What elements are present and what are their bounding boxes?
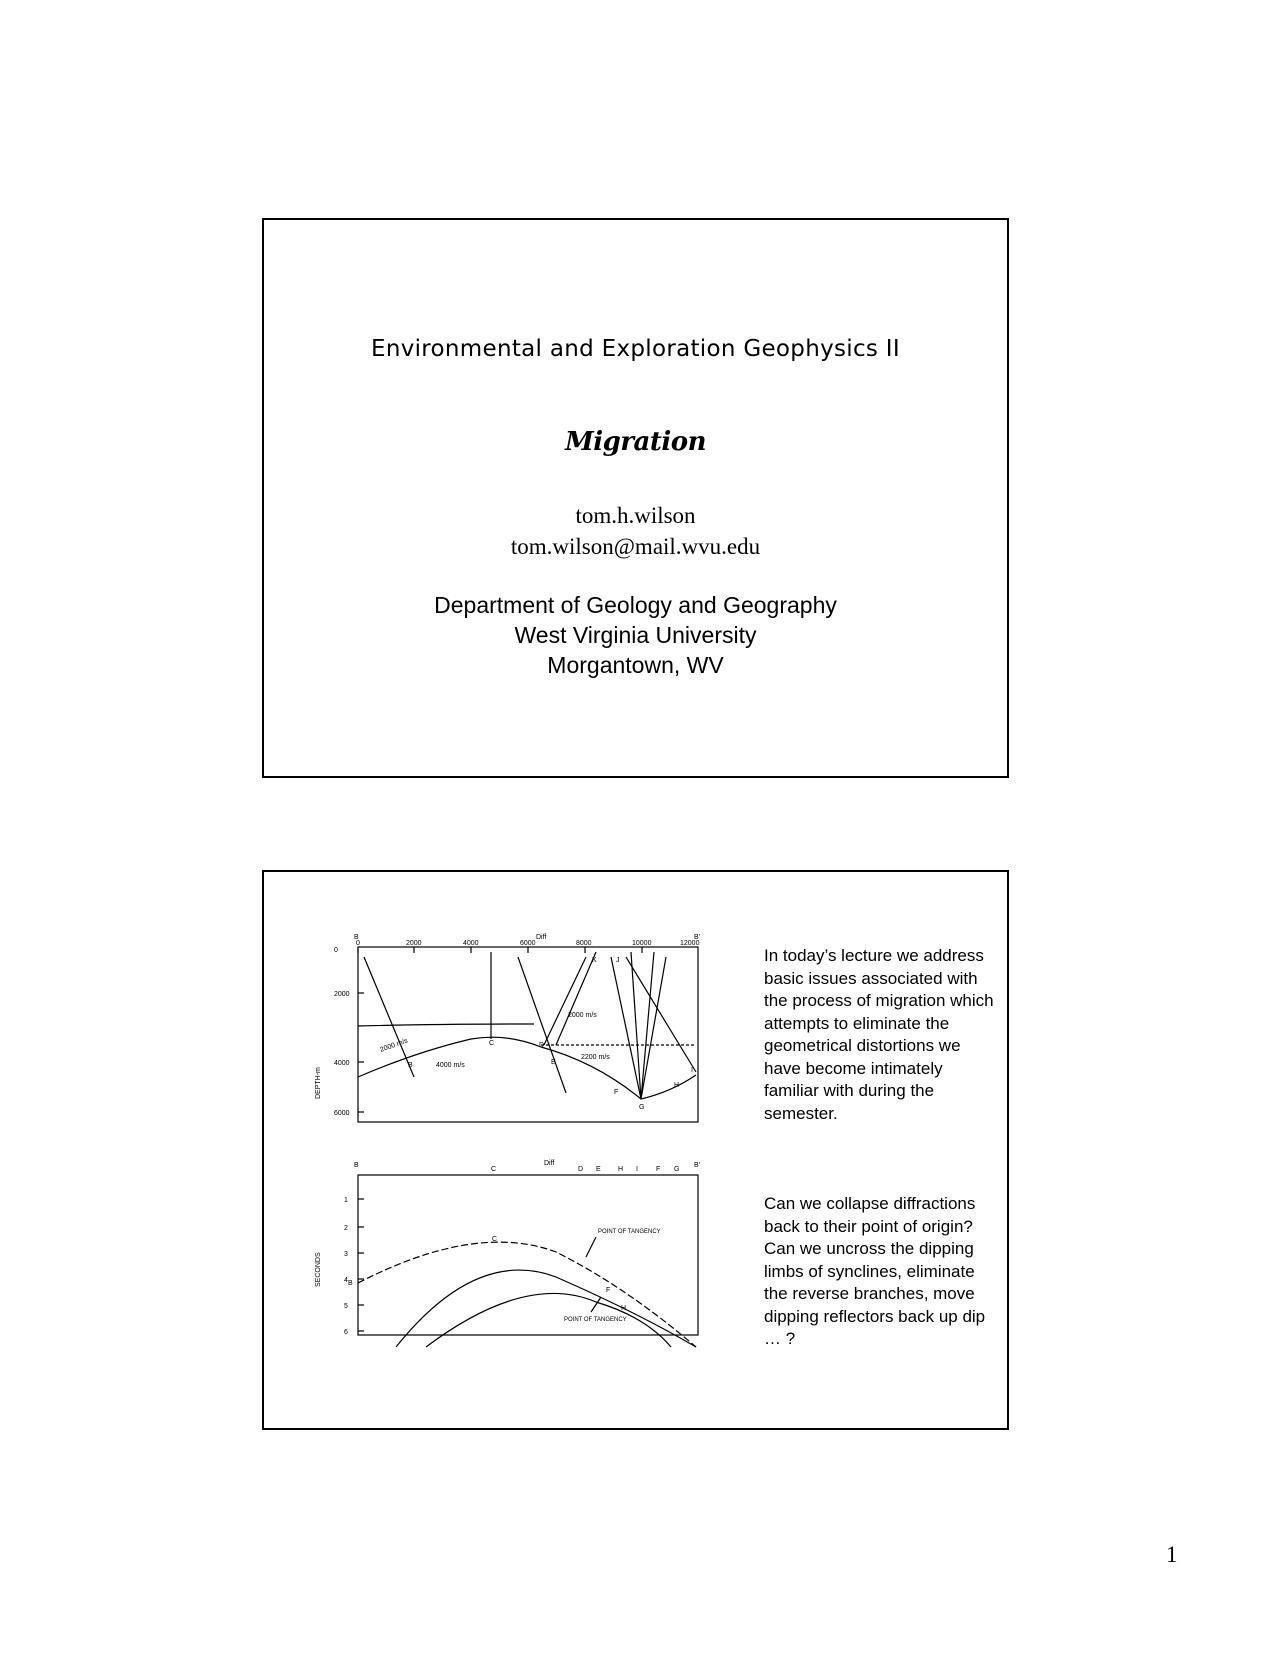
intro-paragraph: In today’s lecture we address basic issues associated with the process of migration which attempts to eliminate the geometrical distortions we have become intimately familiar with during the semester. xyxy=(764,946,994,1123)
x-tick-0: 0 xyxy=(356,940,360,947)
point-label-h: H xyxy=(674,1082,680,1089)
question-paragraph: Can we collapse diffractions back to their point of origin? Can we uncross the dipping limbs of synclines, eliminate the reverse branches, move dipping reflectors back up dip … ? xyxy=(764,1194,986,1348)
velocity-label-2: 4000 m/s xyxy=(436,1062,465,1069)
x-tick-12000: 12000 xyxy=(680,940,700,947)
content-slide xyxy=(262,870,1009,1430)
x-tick-2000: 2000 xyxy=(406,940,422,947)
time-profile-end: B' xyxy=(694,1162,701,1169)
author-name: tom.h.wilson xyxy=(575,503,696,528)
x-tick-6000: 6000 xyxy=(520,940,536,947)
depth-profile-start: B xyxy=(354,934,359,941)
point-label-i: I xyxy=(691,1067,693,1074)
y-tick-2000: 2000 xyxy=(334,991,350,998)
time-top-diff: Diff xyxy=(544,1160,555,1167)
time-tick-3: 3 xyxy=(344,1251,348,1258)
migration-figure xyxy=(296,917,729,1387)
point-label-f: F xyxy=(614,1089,619,1096)
time-tick-2: 2 xyxy=(344,1225,348,1232)
point-label-k: K xyxy=(592,957,597,964)
page-number: 1 xyxy=(1166,1542,1178,1567)
time-tick-6: 6 xyxy=(344,1329,348,1336)
point-label-b: B xyxy=(408,1062,413,1069)
velocity-label-1: 2000 m/s xyxy=(379,1037,409,1054)
point-label-j: J xyxy=(616,957,620,964)
point-label-c: C xyxy=(489,1040,495,1047)
location: Morgantown, WV xyxy=(547,652,724,678)
point-label-g: G xyxy=(639,1104,645,1111)
velocity-label-3: 2000 m/s xyxy=(568,1012,597,1019)
tangency-annotation-1: POINT OF TANGENCY xyxy=(598,1229,661,1235)
author-block xyxy=(264,500,1007,562)
time-top-e: E xyxy=(596,1166,601,1173)
point-label-d: D xyxy=(539,1042,545,1049)
time-top-i: I xyxy=(636,1166,638,1173)
affiliation-block xyxy=(264,590,1007,680)
time-section-frame xyxy=(358,1175,698,1335)
course-title: Environmental and Exploration Geophysics II xyxy=(371,336,900,362)
depth-profile-end: B' xyxy=(694,934,701,941)
author-email: tom.wilson@mail.wvu.edu xyxy=(510,534,761,559)
time-profile-start: B xyxy=(354,1162,359,1169)
time-tick-4: 4 xyxy=(344,1277,348,1284)
curve-label-b: B xyxy=(348,1280,353,1287)
point-label-e: E xyxy=(551,1059,556,1066)
department: Department of Geology and Geography xyxy=(434,592,837,618)
tangency-annotation-2: POINT OF TANGENCY xyxy=(564,1317,627,1323)
time-axis-label: SECONDS xyxy=(315,1252,322,1287)
y-tick-0: 0 xyxy=(334,947,338,954)
title-slide xyxy=(262,218,1009,778)
curve-label-f: F xyxy=(606,1287,611,1294)
time-top-f: F xyxy=(656,1166,661,1173)
y-tick-4000: 4000 xyxy=(334,1060,350,1067)
curve-label-h: H xyxy=(621,1305,627,1312)
velocity-label-4: 2200 m/s xyxy=(581,1054,610,1061)
point-label-diff: Diff xyxy=(536,934,547,941)
time-top-h: H xyxy=(618,1166,624,1173)
x-tick-10000: 10000 xyxy=(632,940,652,947)
time-top-c: C xyxy=(491,1166,497,1173)
time-tick-1: 1 xyxy=(344,1197,348,1204)
time-top-d: D xyxy=(578,1166,584,1173)
x-tick-8000: 8000 xyxy=(576,940,592,947)
curve-label-c: C xyxy=(492,1236,498,1243)
lecture-title: Migration xyxy=(564,427,706,457)
y-tick-6000: 6000 xyxy=(334,1110,350,1117)
depth-axis-label: DEPTH-m xyxy=(315,1067,322,1099)
time-top-g: G xyxy=(674,1166,680,1173)
university: West Virginia University xyxy=(514,622,757,648)
time-tick-5: 5 xyxy=(344,1303,348,1310)
x-tick-4000: 4000 xyxy=(463,940,479,947)
